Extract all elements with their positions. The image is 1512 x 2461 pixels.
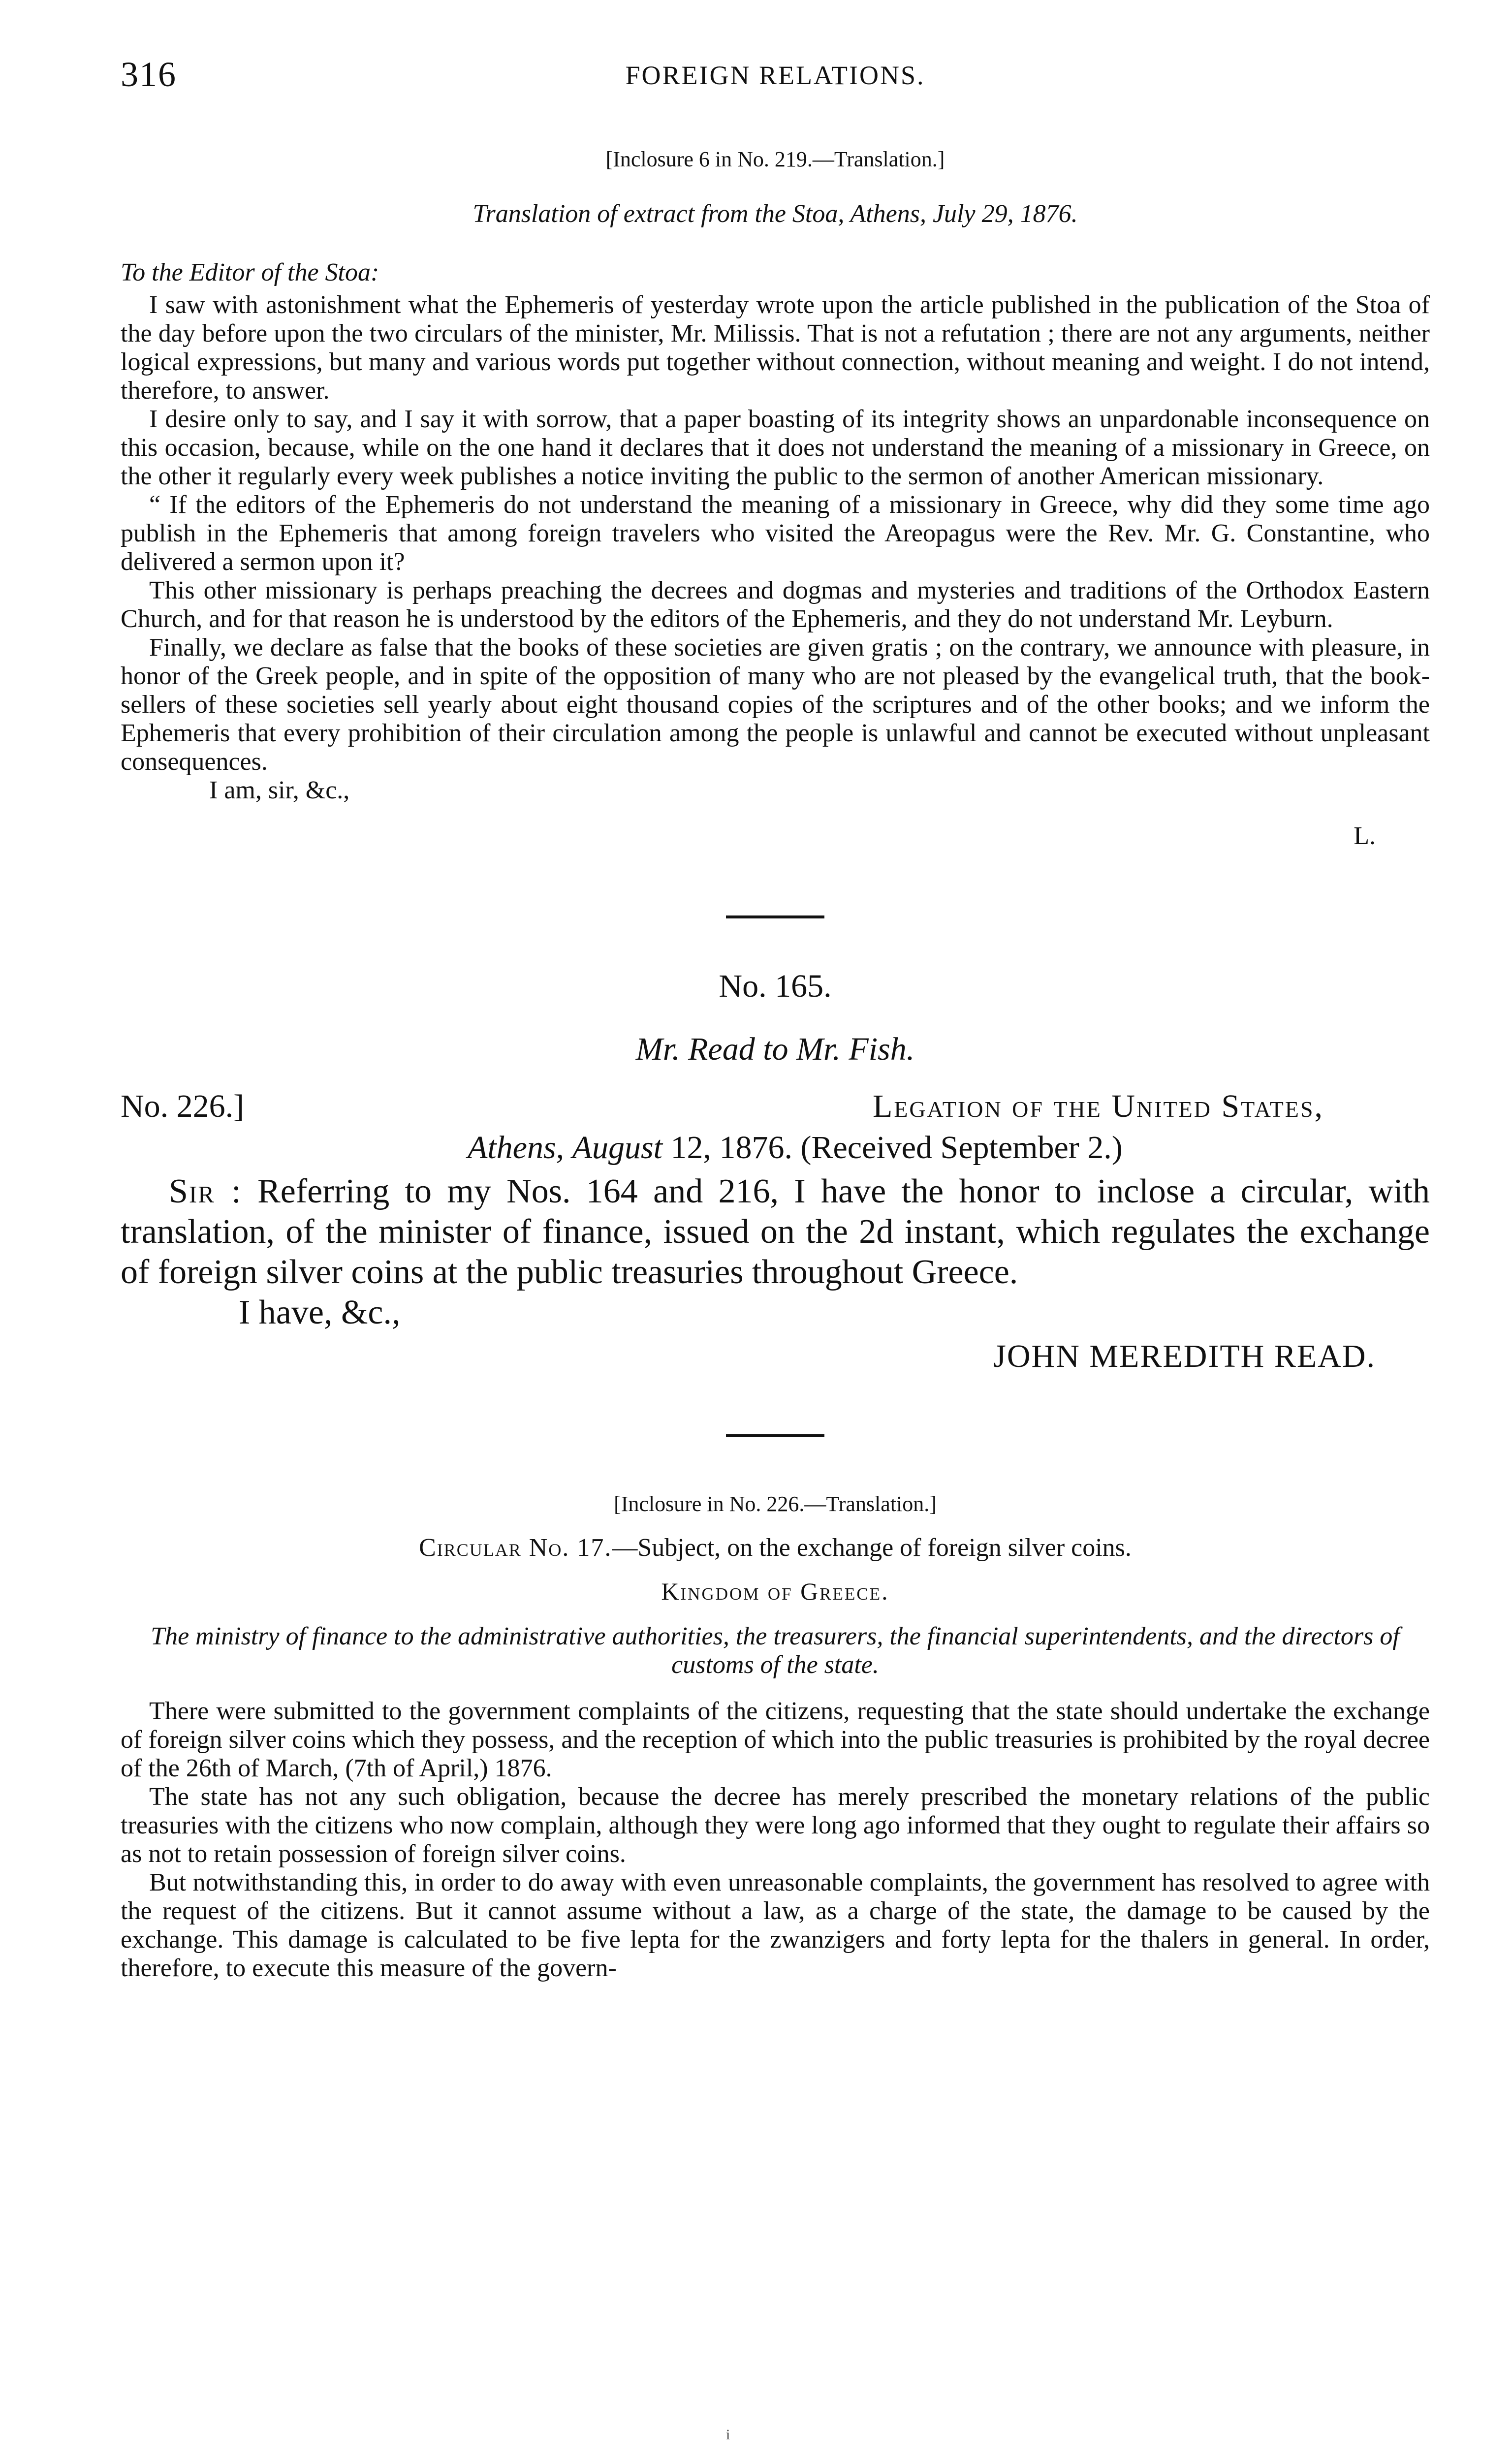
letter-salutation: To the Editor of the Stoa:: [121, 258, 379, 286]
circular-paragraph-1: There were submitted to the government complaints of the citizens, requesting that the state should undertake the exchange of foreign silver coins which they possess, and the reception of which into the public treasuries is prohibited by the royal decree of the 26th of March, (7th of April,) 1876.: [121, 1697, 1430, 1782]
circular-heading: [121, 1533, 1430, 1562]
section-divider-2: [726, 1434, 824, 1437]
circular-address: The ministry of finance to the administrative authorities, the treasurers, the financial superintendents, and the directors of customs of the state.: [151, 1622, 1400, 1679]
letter-paragraph-5: Finally, we declare as false that the books of these societies are given gratis ; on the contrary, we announce with pleasure, in honor of the Greek people, and in spite of the opposition of many who are not pleased by the evangelical truth, that the book-sellers of these societies sell yearly about eight thousand copies of the scriptures and of the other books; and we inform the Ephemeris that every prohibition of their circulation among the people is unlawful and cannot be executed without unpleasant consequences.: [121, 633, 1430, 776]
letter-paragraph-1: I saw with astonishment what the Ephemeris of yesterday wrote upon the article published in the publication of the Stoa of the day before upon the two circulars of the minister, Mr. Milissis. That is not a refutation ; there are not any arguments, neither logical expressions, but many and various words put together without connection, without meaning and weight. I do not intend, therefore, to answer.: [121, 291, 1430, 405]
despatch-dateline: [121, 1088, 1430, 1171]
page-number: 316: [121, 55, 177, 94]
letter-paragraph-2: I desire only to say, and I say it with sorrow, that a paper boasting of its integrity shows an unpardonable inconsequence on this occasion, because, while on the one hand it declares that it does not understand the meaning of a missionary in Greece, on the other it regularly every week publishes a notice inviting the public to the sermon of another American missionary.: [121, 405, 1430, 490]
circular-paragraph-2: The state has not any such obligation, because the decree has merely prescribed the monetary relations of the public treasuries with the citizens who now complain, although they were long ago informed that they ought to regulate their affairs so as not to retain possession of foreign silver coins.: [121, 1783, 1430, 1868]
letter-closing: I am, sir, &c.,: [209, 776, 350, 804]
letter-paragraph-3: “ If the editors of the Ephemeris do not understand the meaning of a missionary in Greece, why did they some time ago publish in the Ephemeris that among foreign travelers who visited the Areopagus were the Rev. Mr. G. Constantine, who delivered a sermon upon it?: [121, 491, 1430, 576]
document-number: No. 165.: [719, 968, 832, 1004]
circular-label: Circular No. 17.: [419, 1534, 612, 1562]
kingdom-heading: Kingdom of Greece.: [661, 1578, 889, 1605]
enclosure-226-note: [Inclosure in No. 226.—Translation.]: [614, 1492, 937, 1516]
translation-title: Translation of extract from the Stoa, Athens, July 29, 1876.: [472, 200, 1078, 228]
section-divider: [726, 915, 824, 918]
despatch-body-text: Referring to my Nos. 164 and 216, I have the honor to inclose a circular, with translation, of the minister of finance, issued on the 2d instant, which regulates the exchange of foreign silver coins at the public treasuries throughout Greece.: [121, 1172, 1430, 1291]
despatch-signature: JOHN MEREDITH READ.: [993, 1338, 1376, 1374]
despatch-closing: I have, &c.,: [239, 1294, 401, 1331]
document-title: Mr. Read to Mr. Fish.: [635, 1031, 915, 1067]
circular-subject: —Subject, on the exchange of foreign silver coins.: [612, 1534, 1132, 1562]
letter-paragraph-4: This other missionary is perhaps preaching the decrees and dogmas and mysteries and traditions of the Orthodox Eastern Church, and for that reason he is understood by the editors of the Ephemeris, and they do not understand Mr. Leyburn.: [121, 576, 1430, 633]
footer-mark: i: [726, 2427, 730, 2443]
despatch-salutation: Sir :: [169, 1172, 242, 1210]
enclosure-6-note: [Inclosure 6 in No. 219.—Translation.]: [605, 147, 945, 171]
despatch-place: Athens,: [468, 1130, 565, 1166]
despatch-date-rest: 12, 1876. (Received September 2.): [670, 1130, 1123, 1166]
circular-paragraph-3: But notwithstanding this, in order to do away with even unreasonable complaints, the government has resolved to agree with the request of the citizens. But it cannot assume without a law, as a charge of the state, the damage to be caused by the exchange. This damage is calculated to be five lepta for the zwanzigers and forty lepta for the thalers in general. In order, therefore, to execute this measure of the govern-: [121, 1868, 1430, 1982]
document-page: [121, 54, 1430, 1983]
despatch-month: August: [572, 1130, 662, 1166]
running-head: [121, 54, 1430, 108]
despatch-body: [121, 1171, 1430, 1293]
letter-signature: L.: [1354, 822, 1376, 850]
running-title: FOREIGN RELATIONS.: [625, 61, 925, 90]
despatch-date: [468, 1129, 1123, 1167]
despatch-number: No. 226.]: [121, 1088, 245, 1124]
legation-name: Legation of the United States,: [873, 1088, 1324, 1124]
